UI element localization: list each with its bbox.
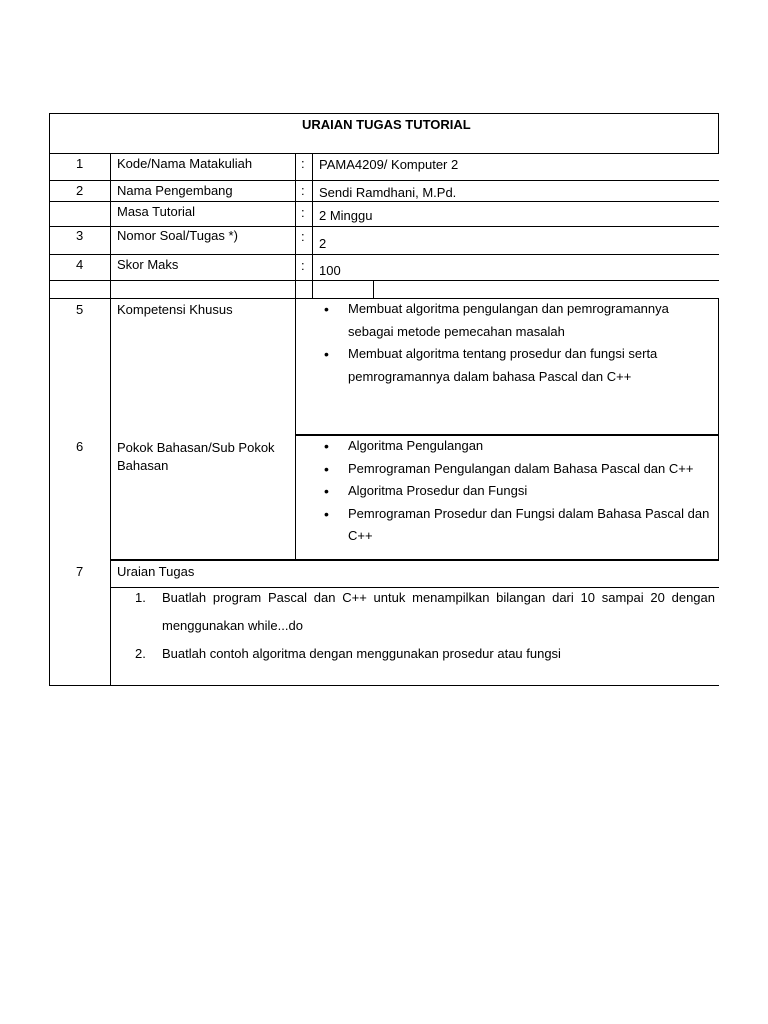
document-title: URAIAN TUGAS TUTORIAL — [302, 117, 471, 132]
table-border — [49, 280, 719, 281]
table-border — [110, 153, 111, 686]
task-number: 2. — [135, 646, 146, 661]
task-text: Buatlah contoh algoritma dengan menggunakan prosedur atau fungsi — [162, 646, 561, 661]
list-item: • Algoritma Pengulangan — [321, 435, 713, 458]
table-border — [49, 113, 50, 686]
list-item — [135, 584, 715, 640]
table-border — [49, 153, 719, 154]
list-item: • Membuat algoritma pengulangan dan pemrogramannya sebagai metode pemecahan masalah — [321, 298, 706, 343]
row-separator: : — [301, 205, 305, 220]
row-separator: : — [301, 156, 305, 171]
table-border — [373, 280, 374, 299]
row-label: Kode/Nama Matakuliah — [117, 156, 253, 171]
table-border — [312, 153, 313, 299]
table-border — [718, 113, 719, 154]
row-value: 2 — [319, 236, 327, 251]
row-separator: : — [301, 258, 305, 273]
row-number: 6 — [76, 439, 84, 454]
table-border — [295, 153, 296, 559]
table-border — [49, 226, 719, 227]
row-label: Kompetensi Khusus — [117, 302, 233, 317]
list-item: • Pemrograman Prosedur dan Fungsi dalam Bahasa Pascal dan C++ — [321, 503, 713, 548]
row-number: 4 — [76, 257, 84, 272]
table-border — [110, 559, 719, 561]
row-separator: : — [301, 183, 305, 198]
row-number: 5 — [76, 302, 84, 317]
table-border — [49, 113, 719, 114]
table-border — [718, 298, 719, 561]
row-label: Nama Pengembang — [117, 183, 233, 198]
table-border — [49, 201, 719, 202]
table-border — [49, 254, 719, 255]
row-value: 2 Minggu — [319, 208, 373, 223]
row-separator: : — [301, 229, 305, 244]
row-number: 1 — [76, 156, 84, 171]
task-list — [135, 584, 715, 668]
table-border — [49, 685, 719, 686]
list-item: • Membuat algoritma tentang prosedur dan fungsi serta pemrogramannya dalam bahasa Pascal dan C++ — [321, 343, 706, 388]
row-label: Skor Maks — [117, 257, 179, 272]
table-border — [49, 180, 719, 181]
list-item: • Pemrograman Pengulangan dalam Bahasa Pascal dan C++ — [321, 458, 713, 481]
row-number: 3 — [76, 228, 84, 243]
row-value: 100 — [319, 263, 341, 278]
task-number: 1. — [135, 590, 146, 605]
row-number: 7 — [76, 564, 84, 579]
task-text: Buatlah program Pascal dan C++ untuk menampilkan bilangan dari 10 sampai 20 dengan menggunakan while...do — [162, 590, 715, 633]
row-label: Nomor Soal/Tugas *) — [117, 228, 238, 243]
row-label: Pokok Bahasan/Sub Pokok Bahasan — [117, 440, 275, 473]
row-value: PAMA4209/ Komputer 2 — [319, 157, 459, 172]
row-label: Masa Tutorial — [117, 204, 196, 219]
row-label: Uraian Tugas — [117, 564, 195, 579]
row-number: 2 — [76, 183, 84, 198]
kompetensi-list — [321, 298, 706, 388]
list-item: • Algoritma Prosedur dan Fungsi — [321, 480, 713, 503]
list-item — [135, 640, 715, 668]
row-value: Sendi Ramdhani, M.Pd. — [319, 185, 457, 200]
pokok-bahasan-list — [321, 435, 713, 548]
